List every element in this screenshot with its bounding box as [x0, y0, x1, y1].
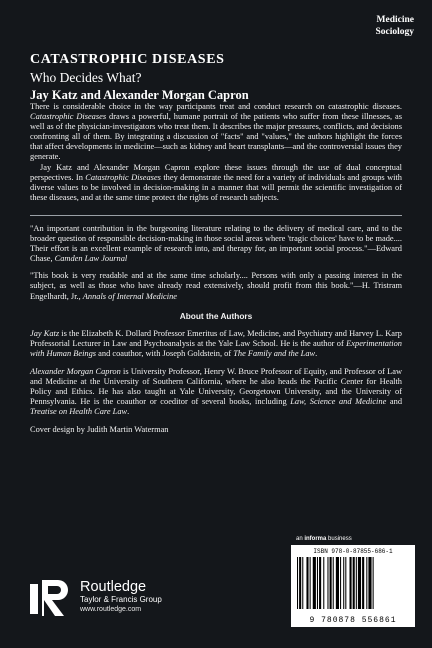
- barcode-bar: [350, 557, 352, 609]
- barcode-bar: [323, 557, 324, 609]
- book-title: CATASTROPHIC DISEASES: [30, 52, 225, 67]
- description-paragraph-2: Jay Katz and Alexander Morgan Capron explore these issues through the use of dual conceptual perspectives. In Catastrophic Diseases they demonstrate the need for a variety of individuals and groups with diverse values to be involved in decision-making in a manner that will permit the scientific investigation of these diseases, and at the same time protect the rights of research subjects.: [30, 162, 402, 202]
- review-quote-1: "An important contribution in the burgeoning literature relating to the delivery of medical care, and to the broader question of responsible decision-making in those social areas where 'tragic choices' have to be made.... Their effort is an excellent example of research into, and therapy for, an important social process."—Edward Chase, Camden Law Journal: [30, 223, 402, 264]
- barcode-bar: [340, 557, 341, 609]
- barcode-bar: [330, 557, 332, 609]
- category-sociology: Sociology: [375, 27, 414, 37]
- subject-categories: [375, 14, 414, 38]
- isbn-barcode: [291, 545, 415, 627]
- publisher-identity: [80, 579, 162, 614]
- barcode-bar: [317, 557, 318, 609]
- title-block: [30, 52, 410, 103]
- book-subtitle: Who Decides What?: [30, 70, 142, 85]
- barcode-bar: [302, 557, 303, 609]
- barcode-bar: [333, 557, 334, 609]
- review-source: Camden Law Journal: [54, 254, 128, 264]
- barcode-bar: [373, 557, 374, 609]
- author-bio-katz: Jay Katz is the Elizabeth K. Dollard Professor Emeritus of Law, Medicine, and Psychiatry and Harvey L. Karp Professorial Lecturer in Law and Psychoanalysis at the Yale Law School. He is the author of Experimentation with Human Beings and coauthor, with Joseph Goldstein, of The Family and the Law.: [30, 328, 402, 358]
- barcode-bar: [319, 557, 321, 609]
- barcode-bar: [336, 557, 339, 609]
- book-authors: Jay Katz and Alexander Morgan Capron: [30, 88, 249, 102]
- barcode-bar: [366, 557, 367, 609]
- publisher-name: Routledge: [80, 579, 147, 595]
- barcode-bar: [345, 557, 346, 609]
- barcode-bar: [327, 557, 328, 609]
- isbn-number: ISBN 978-0-87855-686-1: [313, 548, 393, 555]
- section-divider: [30, 215, 402, 216]
- review-quote-2: "This book is very readable and at the same time scholarly.... Persons with only a passing interest in the subject, as well as those who have already read extensively, should profit from this book."—H. Tristram Engelhardt, Jr., Annals of Internal Medicine: [30, 271, 402, 301]
- barcode-bar: [358, 557, 361, 609]
- review-source: Annals of Internal Medicine: [82, 291, 177, 301]
- author-bio-capron: Alexander Morgan Capron is University Professor, Henry W. Bruce Professor of Equity, and Professor of Law and Medicine at the University of Southern California, where he also heads the Pacific Center for Health Policy and Ethics. He has also taught at Yale University, Georgetown University, and the University of Pennsylvania. He is the coauthor or coeditor of several books, including Law, Science and Medicine and Treatise on Health Care Law.: [30, 366, 403, 417]
- barcode-bar: [297, 557, 298, 609]
- barcode-bar: [356, 557, 357, 609]
- book-title-italic: Catastrophic Diseases: [85, 172, 161, 182]
- blurb-body: [30, 102, 402, 436]
- description-paragraph-1: There is considerable choice in the way participants treat and conduct research on catastrophic diseases. Catastrophic Diseases draws a powerful, humane portrait of the patients who suffer from these illnesses, as well as of the physician-investigators who treat them. It describes the major pressures, conflicts, and decisions confronting all of them. By integrating a discussion of "facts" and "values," the authors highlight the forces that affect developments in medicine—such as kidney and heart transplants—and the controversial issues they generate.: [30, 102, 402, 162]
- routledge-logo-icon: [28, 578, 78, 618]
- barcode-bar: [362, 557, 364, 609]
- about-authors-heading: About the Authors: [179, 310, 253, 321]
- informa-business-tag: an informa business: [296, 536, 352, 542]
- barcode-bars-icon: [295, 557, 411, 609]
- barcode-bar: [310, 557, 311, 609]
- publisher-group: Taylor & Francis Group: [80, 595, 162, 604]
- barcode-bar: [306, 557, 308, 609]
- barcode-bar: [343, 557, 344, 609]
- publisher-url[interactable]: www.routledge.com: [80, 606, 142, 613]
- book-title-italic: Catastrophic Diseases: [30, 112, 107, 122]
- barcode-digits: 9 780878 556861: [309, 616, 397, 625]
- barcode-bar: [299, 557, 301, 609]
- cover-credit: Cover design by Judith Martin Waterman: [30, 425, 169, 435]
- barcode-bar: [368, 557, 371, 609]
- category-medicine: Medicine: [376, 15, 414, 25]
- barcode-bar: [353, 557, 355, 609]
- barcode-bar: [313, 557, 316, 609]
